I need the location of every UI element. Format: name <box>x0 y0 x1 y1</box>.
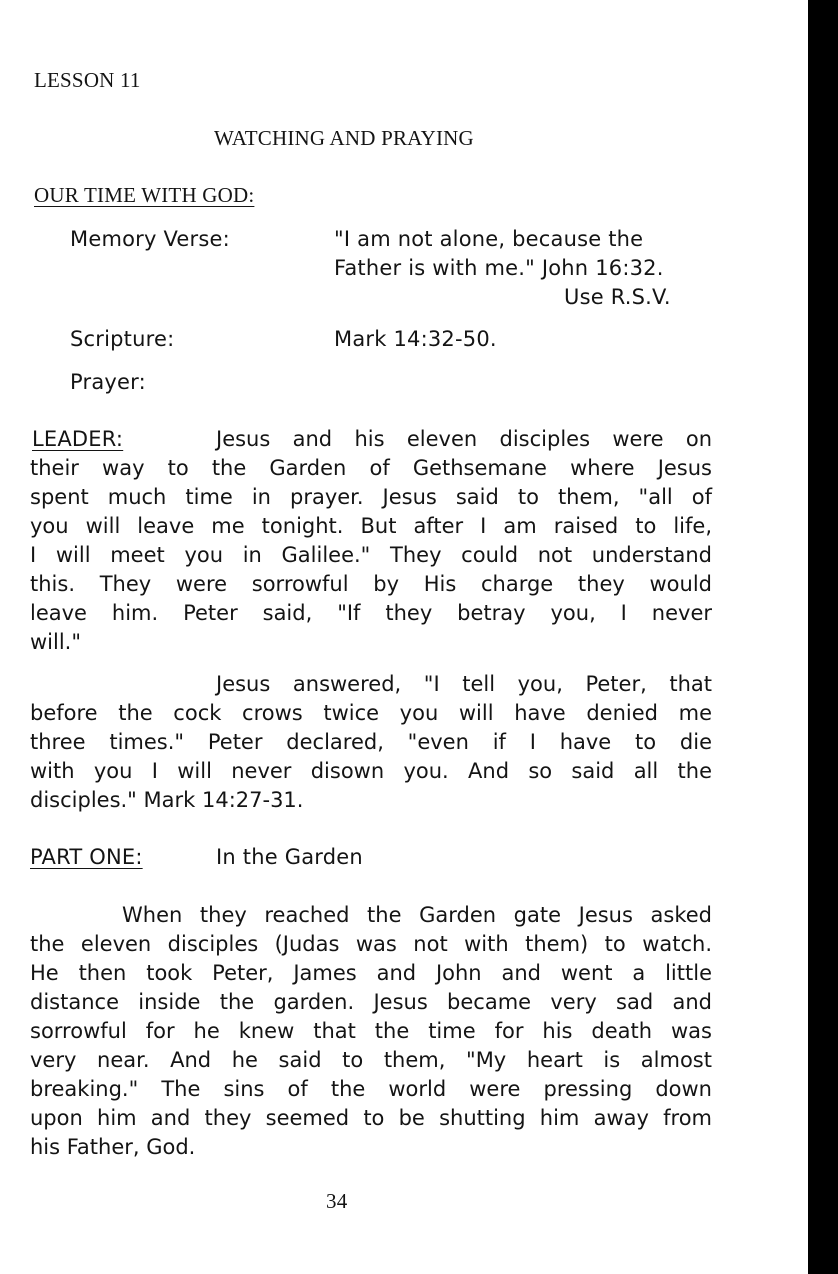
text-line: distance inside the garden. Jesus became very sad and <box>30 990 712 1014</box>
memory-verse-line-2: Father is with me." John 16:32. <box>334 256 664 280</box>
text-line: their way to the Garden of Gethsemane where Jesus <box>30 456 712 480</box>
text-line: before the cock crows twice you will have denied me <box>30 701 712 725</box>
text-line: very near. And he said to them, "My heart is almost <box>30 1048 712 1072</box>
text-line: sorrowful for he knew that the time for his death was <box>30 1019 712 1043</box>
lesson-title: WATCHING AND PRAYING <box>214 126 474 150</box>
text-line: spent much time in prayer. Jesus said to them, "all of <box>30 485 712 509</box>
leader-paragraph-1 <box>30 425 712 657</box>
text-line: I will meet you in Galilee." They could not understand <box>30 543 712 567</box>
text-line: He then took Peter, James and John and went a little <box>30 961 712 985</box>
text-line: his Father, God. <box>30 1135 196 1159</box>
scripture-label: Scripture: <box>70 327 175 351</box>
leader-paragraph-2 <box>30 670 712 815</box>
text-line: Jesus and his eleven disciples were on <box>216 427 712 451</box>
text-line: disciples." Mark 14:27-31. <box>30 788 304 812</box>
page-edge-shadow <box>808 0 838 1274</box>
text-line: will." <box>30 630 82 654</box>
page-number: 34 <box>326 1189 348 1213</box>
leader-heading: LEADER: <box>32 427 124 451</box>
text-line: you will leave me tonight. But after I am raised to life, <box>30 514 712 538</box>
text-line: Jesus answered, "I tell you, Peter, that <box>216 672 712 696</box>
text-line: the eleven disciples (Judas was not with them) to watch. <box>30 932 712 956</box>
text-line: leave him. Peter said, "If they betray you, I never <box>30 601 712 625</box>
text-line: this. They were sorrowful by His charge they would <box>30 572 712 596</box>
text-line: When they reached the Garden gate Jesus asked <box>122 903 712 927</box>
prayer-label: Prayer: <box>70 370 146 394</box>
part-one-paragraph <box>30 901 712 1162</box>
memory-verse-label: Memory Verse: <box>70 227 230 251</box>
scripture-reference: Mark 14:32-50. <box>334 327 497 351</box>
lesson-number: LESSON 11 <box>34 68 141 92</box>
text-line: three times." Peter declared, "even if I have to die <box>30 730 712 754</box>
part-one-subtitle: In the Garden <box>216 845 363 869</box>
text-line: breaking." The sins of the world were pressing down <box>30 1077 712 1101</box>
memory-verse-version: Use R.S.V. <box>564 285 671 309</box>
text-line: with you I will never disown you. And so said all the <box>30 759 712 783</box>
section-heading-our-time-with-god: OUR TIME WITH GOD: <box>34 183 255 207</box>
memory-verse-line-1: "I am not alone, because the <box>334 227 644 251</box>
text-line: upon him and they seemed to be shutting him away from <box>30 1106 712 1130</box>
part-one-heading: PART ONE: <box>30 845 143 869</box>
